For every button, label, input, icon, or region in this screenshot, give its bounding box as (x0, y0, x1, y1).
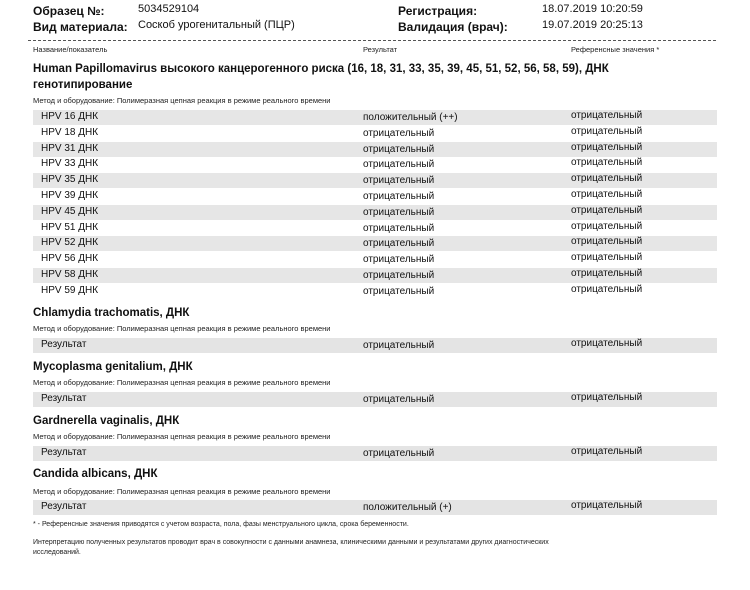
sample-value: 5034529104 (138, 3, 200, 15)
registration-value: 18.07.2019 10:20:59 (542, 3, 643, 15)
row-result: отрицательный (363, 394, 435, 405)
gardnerella-method: Метод и оборудование: Полимеразная цепная реакция в режиме реального времени (33, 432, 331, 441)
row-reference: отрицательный (571, 204, 643, 216)
table-row (33, 173, 717, 188)
row-result: положительный (++) (363, 112, 458, 123)
row-name: HPV 56 ДНК (41, 253, 99, 265)
mycoplasma-section-title: Mycoplasma genitalium, ДНК (33, 361, 193, 373)
row-reference: отрицательный (571, 268, 643, 279)
row-name: HPV 59 ДНК (41, 284, 99, 296)
row-reference: отрицательный (571, 189, 643, 200)
row-result: отрицательный (363, 285, 435, 297)
row-result: отрицательный (363, 222, 435, 234)
row-name: HPV 31 ДНК (41, 142, 99, 154)
row-result: положительный (+) (363, 502, 452, 513)
header-divider (28, 40, 716, 41)
chlamydia-method: Метод и оборудование: Полимеразная цепная реакция в режиме реального времени (33, 324, 331, 333)
row-name: HPV 33 ДНК (41, 158, 99, 170)
table-row (33, 446, 717, 461)
row-reference: отрицательный (571, 236, 643, 248)
row-result: отрицательный (363, 175, 435, 187)
row-result: отрицательный (363, 270, 435, 281)
candida-method: Метод и оборудование: Полимеразная цепная реакция в режиме реального времени (33, 487, 331, 496)
table-row (33, 392, 717, 407)
row-result: отрицательный (363, 159, 435, 171)
table-row (33, 221, 717, 236)
row-result: отрицательный (363, 127, 435, 139)
row-reference: отрицательный (571, 283, 643, 295)
row-result: отрицательный (363, 143, 435, 155)
row-reference: отрицательный (571, 173, 643, 185)
table-row (33, 142, 717, 157)
gardnerella-section-title: Gardnerella vaginalis, ДНК (33, 415, 180, 427)
column-header-reference: Референсные значения * (571, 45, 660, 54)
row-name: HPV 52 ДНК (41, 237, 99, 249)
sample-label: Образец №: (33, 4, 105, 18)
row-reference: отрицательный (571, 338, 643, 349)
validation-value: 19.07.2019 20:25:13 (542, 19, 643, 31)
material-value: Соскоб урогенитальный (ПЦР) (138, 19, 295, 31)
row-result: отрицательный (363, 206, 435, 218)
footnote-reference: * - Референсные значения приводятся с учетом возраста, пола, фазы менструального цикла, срока беременности. (33, 521, 409, 528)
row-reference: отрицательный (571, 110, 643, 121)
row-name: HPV 45 ДНК (41, 205, 99, 217)
table-row (33, 500, 717, 515)
row-name: Результат (41, 339, 87, 350)
footnote-interpretation: Интерпретацию полученных результатов проводит врач в совокупности с данными анамнеза, клиническими данными и результатами других диагностических исследований. (33, 539, 549, 556)
candida-section-title: Candida albicans, ДНК (33, 468, 158, 480)
material-label: Вид материала: (33, 20, 128, 34)
table-row (33, 157, 717, 172)
table-row (33, 252, 717, 267)
validation-label: Валидация (врач): (398, 20, 508, 34)
table-row (33, 268, 717, 283)
row-name: HPV 18 ДНК (41, 126, 99, 138)
row-name: HPV 51 ДНК (41, 221, 99, 233)
table-row (33, 205, 717, 220)
row-name: Результат (41, 393, 87, 404)
table-row (33, 338, 717, 353)
table-row (33, 126, 717, 141)
row-result: отрицательный (363, 254, 435, 266)
row-reference: отрицательный (571, 392, 643, 403)
row-reference: отрицательный (571, 141, 643, 153)
row-name: HPV 58 ДНК (41, 269, 99, 280)
column-header-result: Результат (363, 45, 398, 54)
hpv-method: Метод и оборудование: Полимеразная цепная реакция в режиме реального времени (33, 96, 331, 105)
row-reference: отрицательный (571, 220, 643, 232)
hpv-section-title: Human Papillomavirus высокого канцерогенного риска (16, 18, 31, 33, 35, 39, 45, 51, 52, 56, 58, 59), ДНК генотипирование (33, 63, 609, 91)
row-reference: отрицательный (571, 125, 643, 137)
table-row (33, 110, 717, 125)
row-reference: отрицательный (571, 157, 643, 169)
row-result: отрицательный (363, 191, 435, 202)
table-row (33, 284, 717, 299)
column-header-name: Название/показатель (33, 45, 108, 54)
row-result: отрицательный (363, 340, 435, 351)
row-name: HPV 16 ДНК (41, 111, 99, 122)
row-name: HPV 35 ДНК (41, 174, 99, 186)
row-reference: отрицательный (571, 500, 643, 511)
row-name: HPV 39 ДНК (41, 190, 99, 201)
row-reference: отрицательный (571, 252, 643, 264)
row-name: Результат (41, 447, 87, 458)
row-name: Результат (41, 501, 87, 512)
registration-label: Регистрация: (398, 4, 478, 18)
row-result: отрицательный (363, 448, 435, 459)
row-result: отрицательный (363, 238, 435, 250)
mycoplasma-method: Метод и оборудование: Полимеразная цепная реакция в режиме реального времени (33, 378, 331, 387)
chlamydia-section-title: Chlamydia trachomatis, ДНК (33, 307, 190, 319)
table-row (33, 236, 717, 251)
row-reference: отрицательный (571, 446, 643, 457)
report-header (0, 0, 750, 40)
table-row (33, 189, 717, 204)
